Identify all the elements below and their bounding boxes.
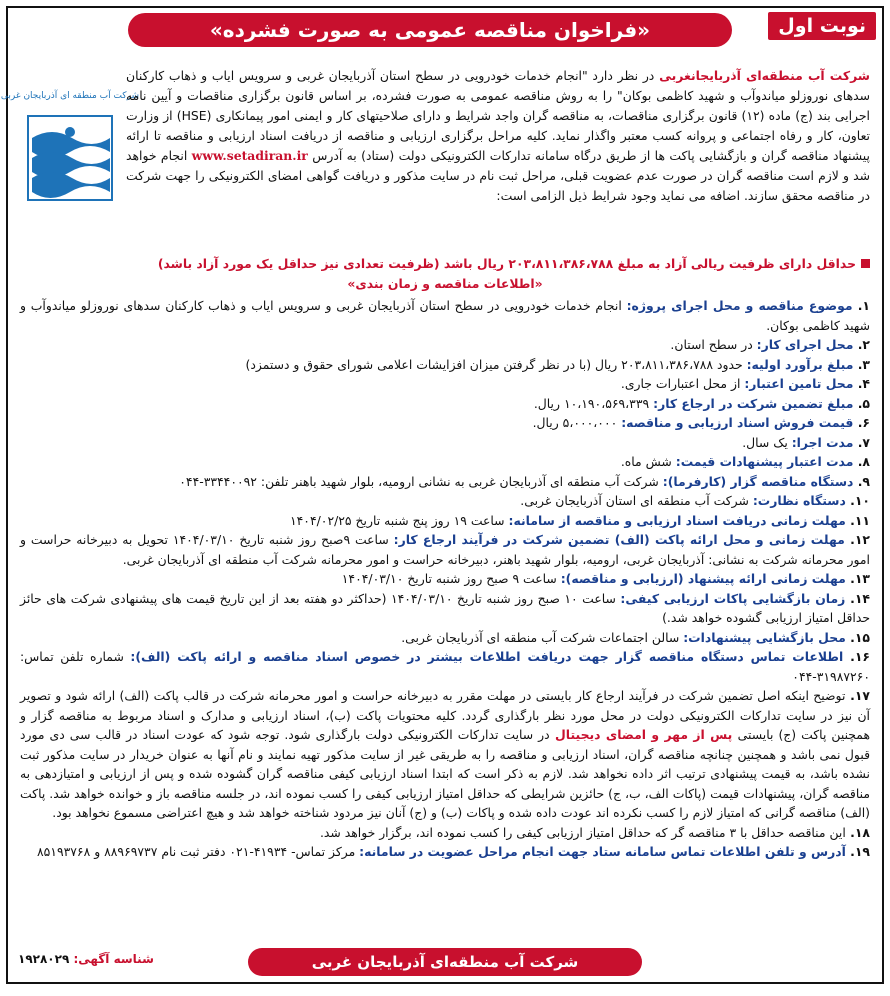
item-num: ۱۰. bbox=[845, 493, 870, 508]
list-item bbox=[20, 335, 870, 355]
item-text: ساعت ۱۹ روز پنج شنبه تاریخ ۱۴۰۴/۰۲/۲۵ bbox=[290, 512, 509, 528]
item-label: دستگاه مناقصه گزار (کارفرما): bbox=[662, 473, 854, 489]
list-item bbox=[20, 355, 870, 375]
item-label: موضوع مناقصه و محل اجرای پروژه: bbox=[626, 298, 853, 313]
list-item bbox=[20, 628, 870, 648]
list-item bbox=[20, 569, 870, 589]
item-red: پس از مهر و امضای دیجیتال bbox=[549, 727, 738, 742]
list-item bbox=[20, 686, 870, 823]
item-num: ۶. bbox=[853, 415, 870, 430]
item-label: اطلاعات تماس دستگاه مناقصه گزار جهت دریافت اطلاعات بیشتر در خصوص اسناد مناقصه و ارائه پاکت (الف): bbox=[130, 649, 844, 664]
item-label: مبلغ تضمین شرکت در ارجاع کار: bbox=[653, 395, 854, 411]
list-item bbox=[20, 413, 870, 433]
item-num: ۱۲. bbox=[844, 532, 870, 547]
edition-badge: نوبت اول bbox=[768, 12, 876, 40]
item-label: آدرس و تلفن اطلاعات تماس سامانه ستاد جهت انجام مراحل عضویت در سامانه: bbox=[359, 844, 846, 859]
list-item bbox=[20, 511, 870, 531]
list-item bbox=[20, 452, 870, 472]
item-num: ۷. bbox=[853, 434, 870, 450]
tender-items-list bbox=[20, 296, 870, 862]
item-label: زمان بازگشایی پاکات ارزیابی کیفی: bbox=[620, 590, 846, 606]
item-num: ۵. bbox=[853, 395, 870, 411]
item-num: ۱۷. bbox=[845, 688, 870, 703]
footer bbox=[8, 942, 882, 982]
item-text: انجام خدمات خودرویی در سطح استان آذربایجان غربی و سرویس ایاب و ذهاب کارکنان سدهای نوروزلو میاندوآب و شهید کاظمی بوکان. bbox=[20, 298, 870, 333]
item-text: از محل اعتبارات جاری. bbox=[620, 376, 745, 391]
item-label: مبلغ برآورد اولیه: bbox=[746, 356, 854, 372]
item-label: مدت اعتبار پیشنهادات قیمت: bbox=[675, 454, 854, 469]
item-text: یک سال. bbox=[742, 434, 792, 450]
item-num: ۲. bbox=[853, 337, 870, 352]
announcement-title: «فراخوان مناقصه عمومی به صورت فشرده» bbox=[128, 13, 732, 47]
intro-text-1: در نظر دارد "انجام خدمات خودرویی در سطح استان آذربایجان غربی و سرویس ایاب و ذهاب کارکنان سدهای نوروزلو میاندوآب و شهید کاظمی بوکان" را به روش مناقصه عمومی به صورت فشرده، بر اساس قانون برگزاری مناقصات و آیین نامه اجرایی بند (ج) ماده (۱۲) قانون برگزاری مناقصات، به مناقصه گران واجد شرایط و دارای صلاحیتهای کار و ایمنی امور پیمانکاری (HSE) از وزارت تعاون، کار و رفاه اجتماعی و پروانه کسب معتبر واگذار نماید. کلیه مراحل برگزاری ارزیابی و مناقصه از دریافت اسناد ارزیابی و مناقصه تا ارائه پیشنهاد مناقصه گران و بازگشایی پاکت ها از طریق درگاه سامانه تدارکات الکترونیکی دولت (ستاد) به آدرس bbox=[126, 68, 870, 163]
item-text: این مناقصه حداقل با ۳ مناقصه گر که حداقل امتیاز ارزیابی کیفی را کسب نموده اند، برگزار خواهد شد. bbox=[319, 824, 846, 840]
list-item bbox=[20, 589, 870, 628]
item-num: ۱۹. bbox=[845, 844, 870, 859]
item-label: محل تامین اعتبار: bbox=[744, 376, 854, 391]
intro-paragraph bbox=[126, 66, 870, 206]
item-text: ساعت ۱۰ صبح روز شنبه تاریخ ۱۴۰۴/۰۳/۱۰ (حداکثر دو هفته بعد از این تاریخ قیمت های پیشنهادی شرکت های حائز حداقل امتیاز ارزیابی گشوده خواهد شد.) bbox=[20, 590, 870, 625]
item-text: ساعت ۹ صبح روز شنبه تاریخ ۱۴۰۴/۰۳/۱۰ bbox=[341, 571, 561, 586]
section-title: «اطلاعات مناقصه و زمان بندی» bbox=[347, 276, 543, 291]
item-num: ۱. bbox=[852, 298, 870, 313]
footer-company: شرکت آب منطقه‌ای آذربایجان غربی bbox=[248, 948, 642, 976]
intro-text-2: انجام خواهد شد و لازم است مناقصه گران در صورت عدم عضویت قبلی، مراحل ثبت نام در سایت مذکور و دریافت گواهی امضای الکترونیکی را جهت شرکت در مناقصه محقق سازند. اضافه می نماید وجود شرایط ذیل الزامی است: bbox=[126, 148, 870, 203]
ad-id-label: شناسه آگهی: bbox=[69, 952, 154, 966]
item-text: مرکز تماس- ۴۱۹۳۴-۰۲۱ دفتر ثبت نام ۸۸۹۶۹۷۳۷ و ۸۵۱۹۳۷۶۸ bbox=[37, 844, 360, 859]
item-num: ۱۴. bbox=[845, 590, 870, 606]
list-item bbox=[20, 842, 870, 862]
company-name: شرکت آب منطقه‌ای آذربایجانغربی bbox=[659, 68, 870, 83]
item-num: ۹. bbox=[853, 473, 870, 489]
list-item bbox=[20, 296, 870, 335]
item-text: شرکت آب منطقه ای آذربایجان غربی به نشانی ارومیه، بلوار شهید باهنر تلفن: ۳۳۴۴۰۰۹۲-۰۴۴ bbox=[179, 473, 663, 489]
setad-link[interactable]: www.setadiran.ir bbox=[191, 148, 308, 163]
announcement-page bbox=[0, 6, 884, 984]
capacity-requirement bbox=[20, 254, 870, 274]
bullet-square-icon bbox=[861, 259, 870, 268]
list-item bbox=[20, 823, 870, 843]
item-label: مهلت زمانی ارائه پیشنهاد (ارزیابی و مناقصه): bbox=[560, 571, 846, 586]
item-num: ۳. bbox=[853, 356, 870, 372]
item-label: مهلت زمانی دریافت اسناد ارزیابی و مناقصه از سامانه: bbox=[508, 512, 846, 528]
item-text: شرکت آب منطقه ای استان آذربایجان غربی. bbox=[520, 493, 753, 508]
list-item bbox=[20, 647, 870, 686]
item-label: محل اجرای کار: bbox=[756, 337, 854, 352]
list-item bbox=[20, 374, 870, 394]
logo-text: شرکت آب منطقه ای آذربایجان غربی bbox=[0, 91, 140, 101]
item-num: ۱۱. bbox=[845, 512, 870, 528]
item-num: ۱۶. bbox=[843, 649, 870, 664]
item-num: ۸. bbox=[853, 454, 870, 469]
item-text: ۱۰،۱۹۰،۵۶۹،۳۳۹ ریال. bbox=[533, 395, 654, 411]
item-text: در سطح استان. bbox=[670, 337, 757, 352]
item-text: شش ماه. bbox=[620, 454, 676, 469]
item-text: شماره تلفن تماس: ۳۱۹۸۷۲۶۰-۰۴۴ bbox=[20, 649, 870, 684]
company-logo bbox=[0, 78, 140, 246]
item-label: مدت اجرا: bbox=[791, 434, 854, 450]
list-item bbox=[20, 530, 870, 569]
item-label: قیمت فروش اسناد ارزیابی و مناقصه: bbox=[621, 415, 854, 430]
ad-id-value: ۱۹۲۸۰۲۹ bbox=[18, 952, 70, 966]
item-text: سالن اجتماعات شرکت آب منطقه ای آذربایجان غربی. bbox=[401, 629, 684, 645]
item-label: مهلت زمانی و محل ارائه پاکت (الف) تضمین شرکت در فرآیند ارجاع کار: bbox=[393, 532, 845, 547]
item-label: محل بازگشایی پیشنهادات: bbox=[683, 629, 846, 645]
item-text: توضیح اینکه اصل تضمین شرکت در فرآیند ارجاع کار بایستی در مهلت مقرر به دبیرخانه حراست و امور محرمانه شرکت در قالب پاکت (الف) ارائه شود و تصویر آن نیز در سایت تدارکات الکترونیکی دولت در محل مورد نظر بارگذاری گردد. کلیه محتویات پاکت (ب)، اسناد ارزیابی و مدارک و اسناد مربوط به مناقصه گزار و همچنین پاکت (ج) بایستی bbox=[20, 688, 871, 742]
list-item bbox=[20, 491, 870, 511]
item-num: ۱۳. bbox=[845, 571, 870, 586]
list-item bbox=[20, 394, 870, 414]
item-text: ساعت ۹صبح روز شنبه تاریخ ۱۴۰۴/۰۳/۱۰ تحویل به دبیرخانه حراست و امور محرمانه شرکت به نشانی: آذربایجان غربی، ارومیه، بلوار شهید باهنر، دبیرخانه حراست و امور محرمانه شرکت آب منطقه ای آذربایجان غربی. bbox=[20, 532, 870, 567]
item-label: دستگاه نظارت: bbox=[752, 493, 846, 508]
item-num: ۱۵. bbox=[845, 629, 870, 645]
list-item bbox=[20, 433, 870, 453]
item-text: ۵،۰۰۰،۰۰۰ ریال. bbox=[532, 415, 622, 430]
capacity-text: حداقل دارای ظرفیت ریالی آزاد به مبلغ ۲۰۳،۸۱۱،۳۸۶،۷۸۸ ریال باشد (ظرفیت تعدادی نیز حداقل یک مورد آزاد باشد) bbox=[157, 256, 856, 271]
list-item bbox=[20, 472, 870, 492]
item-num: ۴. bbox=[853, 376, 870, 391]
item-text-after: در سایت تدارکات الکترونیکی دولت بارگذاری شود. توجه شود که عودت اسناد در قالب سی دی مورد قبول نمی باشد و همچنین چنانچه مناقصه گران، اسناد ارزیابی و مناقصه را به طریقی غیر از سایت مذکور تهیه نمایند و نام آنها به عنوان خریدار در سایت مذکور ثبت نشده باشد، به قیمت پیشنهادی ترتیب اثر داده نخواهد شد. لازم به ذکر است که ابتدا اسناد ارزیابی کیفی مناقصه گران گشوده شده و پس از ارزیابی و امتیازدهی به مناقصه گران، پیشنهادات قیمت (پاکات الف، ب، ج) حائزین شرایطی که حداقل امتیاز ارزیابی کیفی را کسب نموده اند، در جلسه مناقصه باز و خوانده خواهد شد. پاکت (الف) مناقصه گرانی که امتیاز لازم را کسب نکرده اند عودت داده شده و پاکات (ب) و (ج) آنان نیز مردود شناخته خواهد شد و هیچ اعتراضی مسموع نخواهد بود. bbox=[20, 727, 870, 820]
item-text: حدود ۲۰۳،۸۱۱،۳۸۶،۷۸۸ ریال (با در نظر گرفتن میزان افزایشات اعلامی شورای حقوق و دستمزد) bbox=[245, 356, 747, 372]
ad-id bbox=[18, 952, 154, 966]
item-num: ۱۸. bbox=[845, 824, 870, 840]
